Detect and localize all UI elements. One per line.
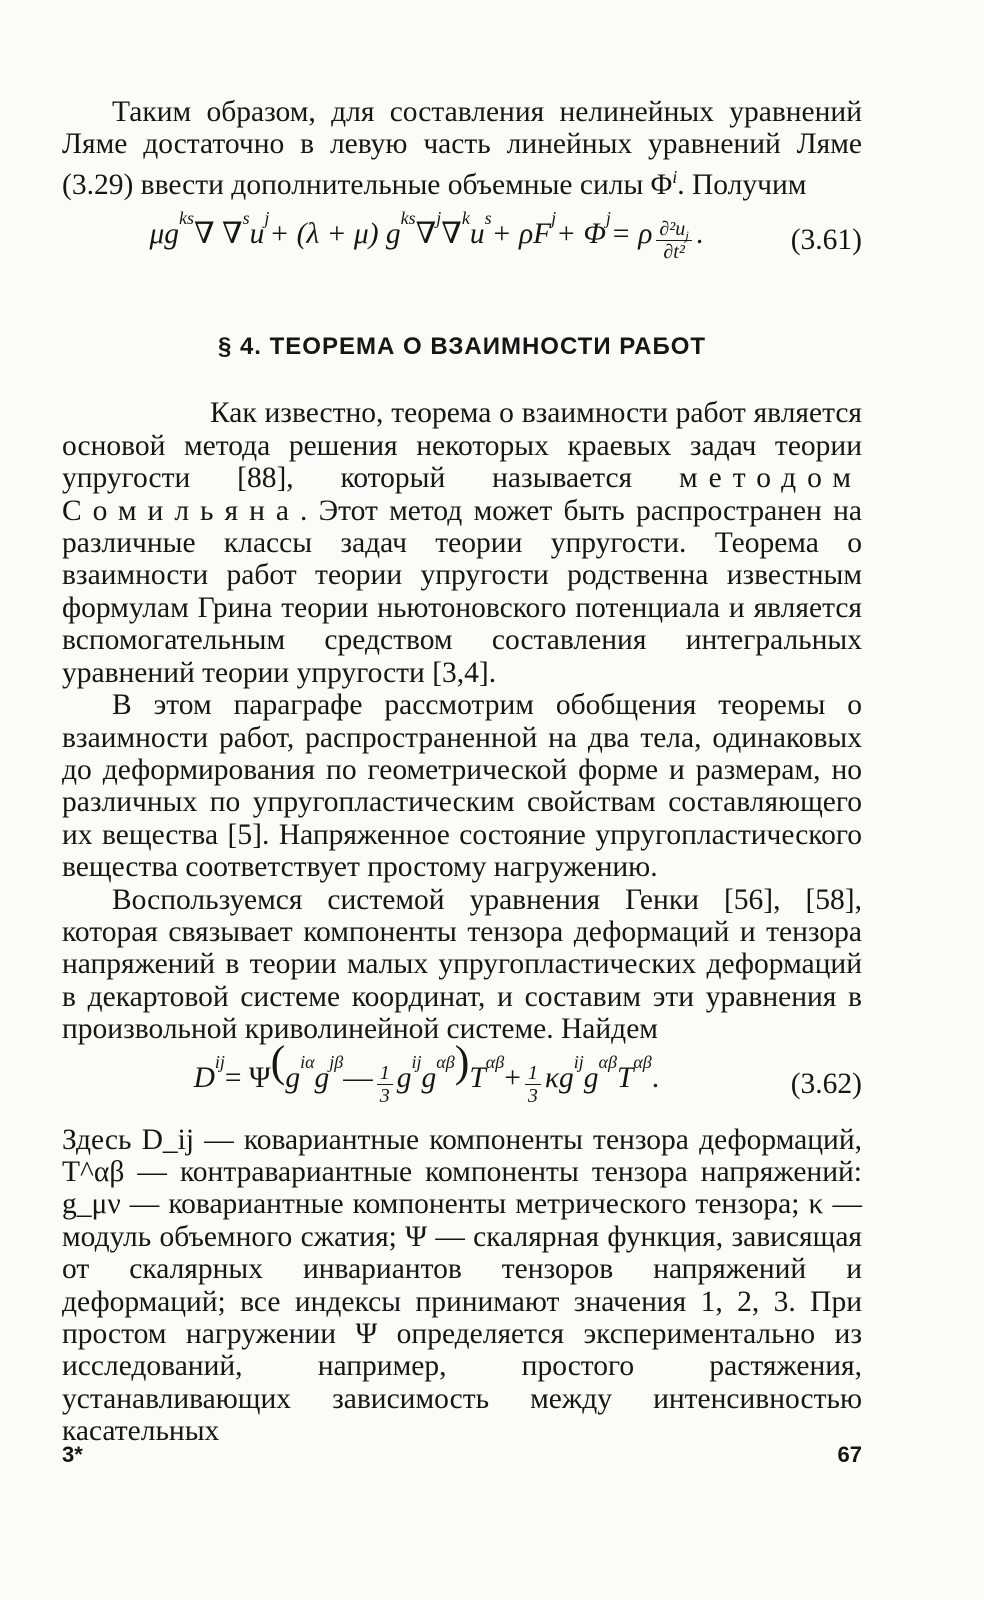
eq362-frac1-top: 1 bbox=[377, 1062, 393, 1085]
paragraph-intro bbox=[62, 96, 862, 201]
equation-3-62-formula bbox=[62, 1037, 791, 1108]
eq361-term: + ρF bbox=[491, 217, 552, 250]
eq362-sup: αβ bbox=[485, 1052, 505, 1073]
eq362-sup: αβ bbox=[633, 1052, 652, 1073]
eq362-term: T bbox=[616, 1062, 634, 1095]
eq361-sup: ks bbox=[179, 207, 195, 228]
eq362-sub: ij bbox=[411, 1052, 422, 1073]
eq362-term: κg bbox=[544, 1062, 574, 1095]
equation-3-62 bbox=[62, 1037, 862, 1118]
eq362-term: T bbox=[469, 1062, 486, 1095]
right-paren: ) bbox=[454, 1037, 470, 1087]
paragraph-intro-text: Таким образом, для составления нелинейных уравнений Ляме достаточно в левую часть линейных уравнений Ляме (3.29) ввести дополнительные объемные силы Φ bbox=[62, 96, 862, 201]
eq361-sub: s bbox=[484, 207, 492, 228]
equation-3-61-number: (3.61) bbox=[790, 223, 862, 256]
eq361-frac-top-sub: j bbox=[685, 227, 689, 243]
paragraph-theorem-text-end: . Этот метод может быть распространен на различные классы задач теории упругости. Теорема о взаимности работ теории упругости родственна известным формулам Грина теории ньютоновского потенциала и является вспомогательным средством составления интегральных уравнений теории упругости [3,4]. bbox=[62, 494, 862, 689]
eq362-sub: jβ bbox=[329, 1052, 344, 1073]
paragraph-definitions: Здесь D_ij — ковариантные компоненты тензора деформаций, T^αβ — контравариантные компоненты тензора напряжений: g_μν — ковариантные компоненты метрического тензора; κ — модуль объемного сжатия; Ψ — скалярная функция, зависящая от скалярных инвариантов тензоров напряжений и деформаций; все индексы принимают значения 1, 2, 3. При простом нагружении Ψ определяется экспериментально из исследований, например, простого растяжения, устанавливающих зависимость между интенсивностью касательных bbox=[62, 1123, 862, 1448]
left-paren: ( bbox=[270, 1037, 286, 1087]
equation-3-61 bbox=[62, 207, 862, 273]
page-body bbox=[62, 96, 862, 1448]
eq362-term: — bbox=[343, 1062, 373, 1095]
equation-3-62-number: (3.62) bbox=[790, 1068, 862, 1101]
equation-3-61-formula bbox=[62, 207, 791, 263]
eq362-frac2-bottom: 3 bbox=[527, 1085, 538, 1108]
section-heading: § 4. ТЕОРЕМА О ВЗАИМНОСТИ РАБОТ bbox=[217, 333, 707, 361]
eq361-sub: s bbox=[242, 207, 250, 228]
page-footer bbox=[62, 1442, 862, 1468]
eq361-term: u bbox=[249, 217, 265, 250]
eq361-term: ∇ ∇ bbox=[194, 217, 243, 250]
eq361-term: + Φ bbox=[556, 217, 606, 250]
eq361-term: ∇ bbox=[441, 217, 462, 250]
eq361-dot: . bbox=[695, 217, 704, 250]
eq362-fraction-2 bbox=[525, 1062, 541, 1107]
paragraph-theorem bbox=[62, 397, 862, 689]
eq362-frac1-bottom: 3 bbox=[379, 1085, 390, 1108]
eq361-frac-bottom: ∂t² bbox=[663, 240, 685, 263]
eq362-sub: αβ bbox=[436, 1052, 455, 1073]
eq362-term: g bbox=[396, 1062, 412, 1095]
eq362-sub: ij bbox=[214, 1052, 225, 1073]
eq362-term: + bbox=[504, 1062, 521, 1095]
eq362-term: g bbox=[314, 1062, 330, 1095]
eq361-term: u bbox=[469, 217, 485, 250]
eq362-term: = Ψ bbox=[224, 1062, 271, 1095]
eq362-term: g bbox=[583, 1062, 599, 1095]
eq362-term: g bbox=[285, 1062, 301, 1095]
paragraph-theorem-text: Как известно, теорема о взаимности работ является основой метода решения некоторых краевых задач теории упругости [88], который называется bbox=[62, 397, 862, 495]
phi-superscript: i bbox=[672, 166, 678, 187]
eq361-term: + (λ + μ) g bbox=[269, 217, 401, 250]
eq361-sub: k bbox=[461, 207, 470, 228]
eq361-fraction bbox=[656, 218, 692, 263]
eq361-sub: j bbox=[264, 207, 270, 228]
eq361-sup: ks bbox=[400, 207, 416, 228]
eq362-term: g bbox=[421, 1062, 437, 1095]
paragraph-theorem-spaced: методом Сомильяна bbox=[62, 462, 862, 527]
eq362-frac2-top: 1 bbox=[525, 1062, 541, 1085]
signature-mark: 3* bbox=[62, 1442, 83, 1467]
eq361-sub: j bbox=[551, 207, 557, 228]
eq362-sub: iα bbox=[300, 1052, 315, 1073]
eq362-sub: ij bbox=[573, 1052, 584, 1073]
eq362-fraction-1 bbox=[377, 1062, 393, 1107]
eq361-frac-top: ∂²u bbox=[659, 217, 686, 240]
paragraph-intro-end: . Получим bbox=[677, 168, 807, 201]
eq362-sub: αβ bbox=[598, 1052, 617, 1073]
eq361-sub: j bbox=[605, 207, 611, 228]
eq362-term: D bbox=[193, 1062, 215, 1095]
paragraph-genki: Воспользуемся системой уравнения Генки [56], [58], которая связывает компоненты тензора деформаций и тензора напряжений в теории малых упругопластических деформаций в декартовой системе координат, и составим эти уравнения в произвольной криволинейной системе. Найдем bbox=[62, 883, 862, 1046]
page-number: 67 bbox=[837, 1442, 862, 1467]
eq361-term: = ρ bbox=[610, 217, 653, 250]
eq361-term: ∇ bbox=[415, 217, 437, 250]
paragraph-generalization: В этом параграфе рассмотрим обобщения теоремы о взаимности работ, распространенной на два тела, одинаковых до деформирования по геометрической форме и размерам, но различных по упругопластическим свойствам составляющего их вещества [5]. Напряженное состояние упругопластического вещества соответствует простому нагружению. bbox=[62, 689, 862, 884]
eq361-term: μg bbox=[149, 217, 180, 250]
eq361-sub: j bbox=[436, 207, 442, 228]
eq362-term: . bbox=[651, 1062, 660, 1095]
